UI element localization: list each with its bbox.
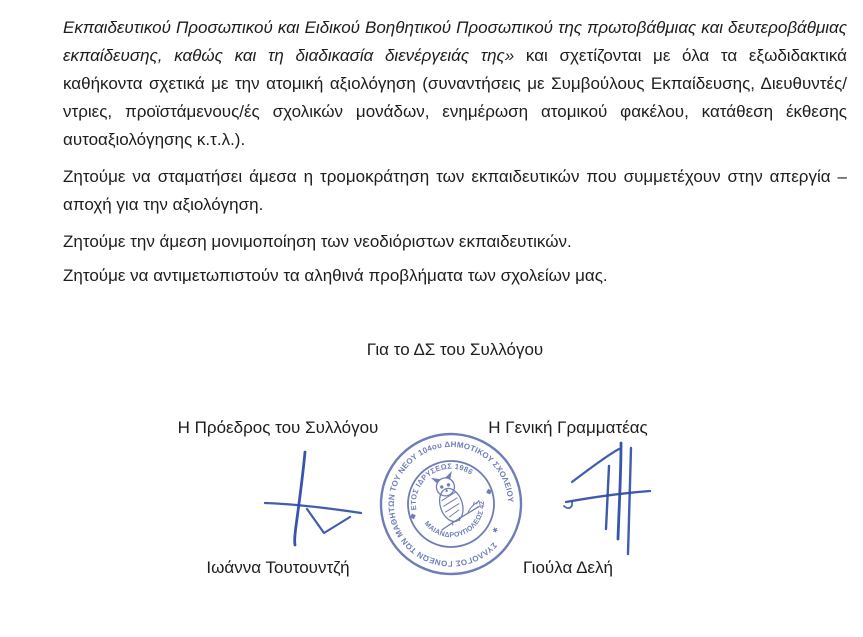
secretary-signature: [560, 436, 670, 561]
president-name: Ιωάννα Τουτουντζή: [206, 558, 350, 577]
secretary-name: Γιούλα Δελή: [523, 558, 613, 577]
svg-text:ΜΑΙΑΝΔΡΟΥΠΟΛΕΩΣ 42: [421, 499, 494, 548]
stamp-year-text: ΕΤΟΣ ΙΔΡΥΣΕΩΣ 1986: [408, 461, 475, 511]
stamp-outer-text: ΣΥΛΛΟΓΟΣ ΓΟΝΕΩΝ ΤΩΝ ΜΑΘΗΤΩΝ ΤΟΥ ΝΕΟΥ 104ου ΔΗΜΟΤΙΚΟΥ ΣΧΟΛΕΙΟΥ: [386, 439, 516, 569]
stamp-separator-star: ✱: [491, 526, 500, 536]
paragraph-1-regular-text: και σχετίζονται με όλα τα εξωδιδακτικά καθήκοντα σχετικά με την ατομική αξιολόγηση (συναντήσεις με Συμβούλους Εκπαίδευσης, Διευθυντές/ντριες, προϊστάμενους/ές σχολικών μονάδων, ενημέρωση ατομικού φακέλου, κατάθεση έκθεσης αυτοαξιολόγησης κ.τ.λ.).: [63, 46, 847, 149]
secretary-title: Η Γενική Γραμματέας: [488, 418, 648, 437]
president-signature: [258, 446, 368, 556]
stamp-address-text: ΜΑΙΑΝΔΡΟΥΠΟΛΕΩΣ 42: [422, 500, 487, 540]
paragraph-1-italic-text: Εκπαιδευτικού Προσωπικού και Ειδικού Βοηθητικού Προσωπικού της πρωτοβάθμιας και δευτεροβάθμιας εκπαίδευσης, καθώς και τη διαδικασία διενέργειάς της»: [63, 18, 847, 65]
body-paragraph-3: Ζητούμε την άμεση μονιμοποίηση των νεοδιόριστων εκπαιδευτικών.: [63, 232, 572, 251]
signature-section: [63, 410, 847, 630]
body-paragraph-4: Ζητούμε να αντιμετωπιστούν τα αληθινά προβλήματα των σχολείων μας.: [63, 266, 608, 285]
body-paragraph-2: Ζητούμε να σταματήσει άμεσα η τρομοκράτηση των εκπαιδευτικών που συμμετέχουν στην απεργία – αποχή για την αξιολόγηση.: [63, 167, 847, 214]
closing-line: Για το ΔΣ του Συλλόγου: [366, 340, 544, 359]
document-body: [63, 0, 847, 364]
body-paragraph-1: [63, 14, 847, 154]
president-title: Η Πρόεδρος του Συλλόγου: [177, 418, 379, 437]
